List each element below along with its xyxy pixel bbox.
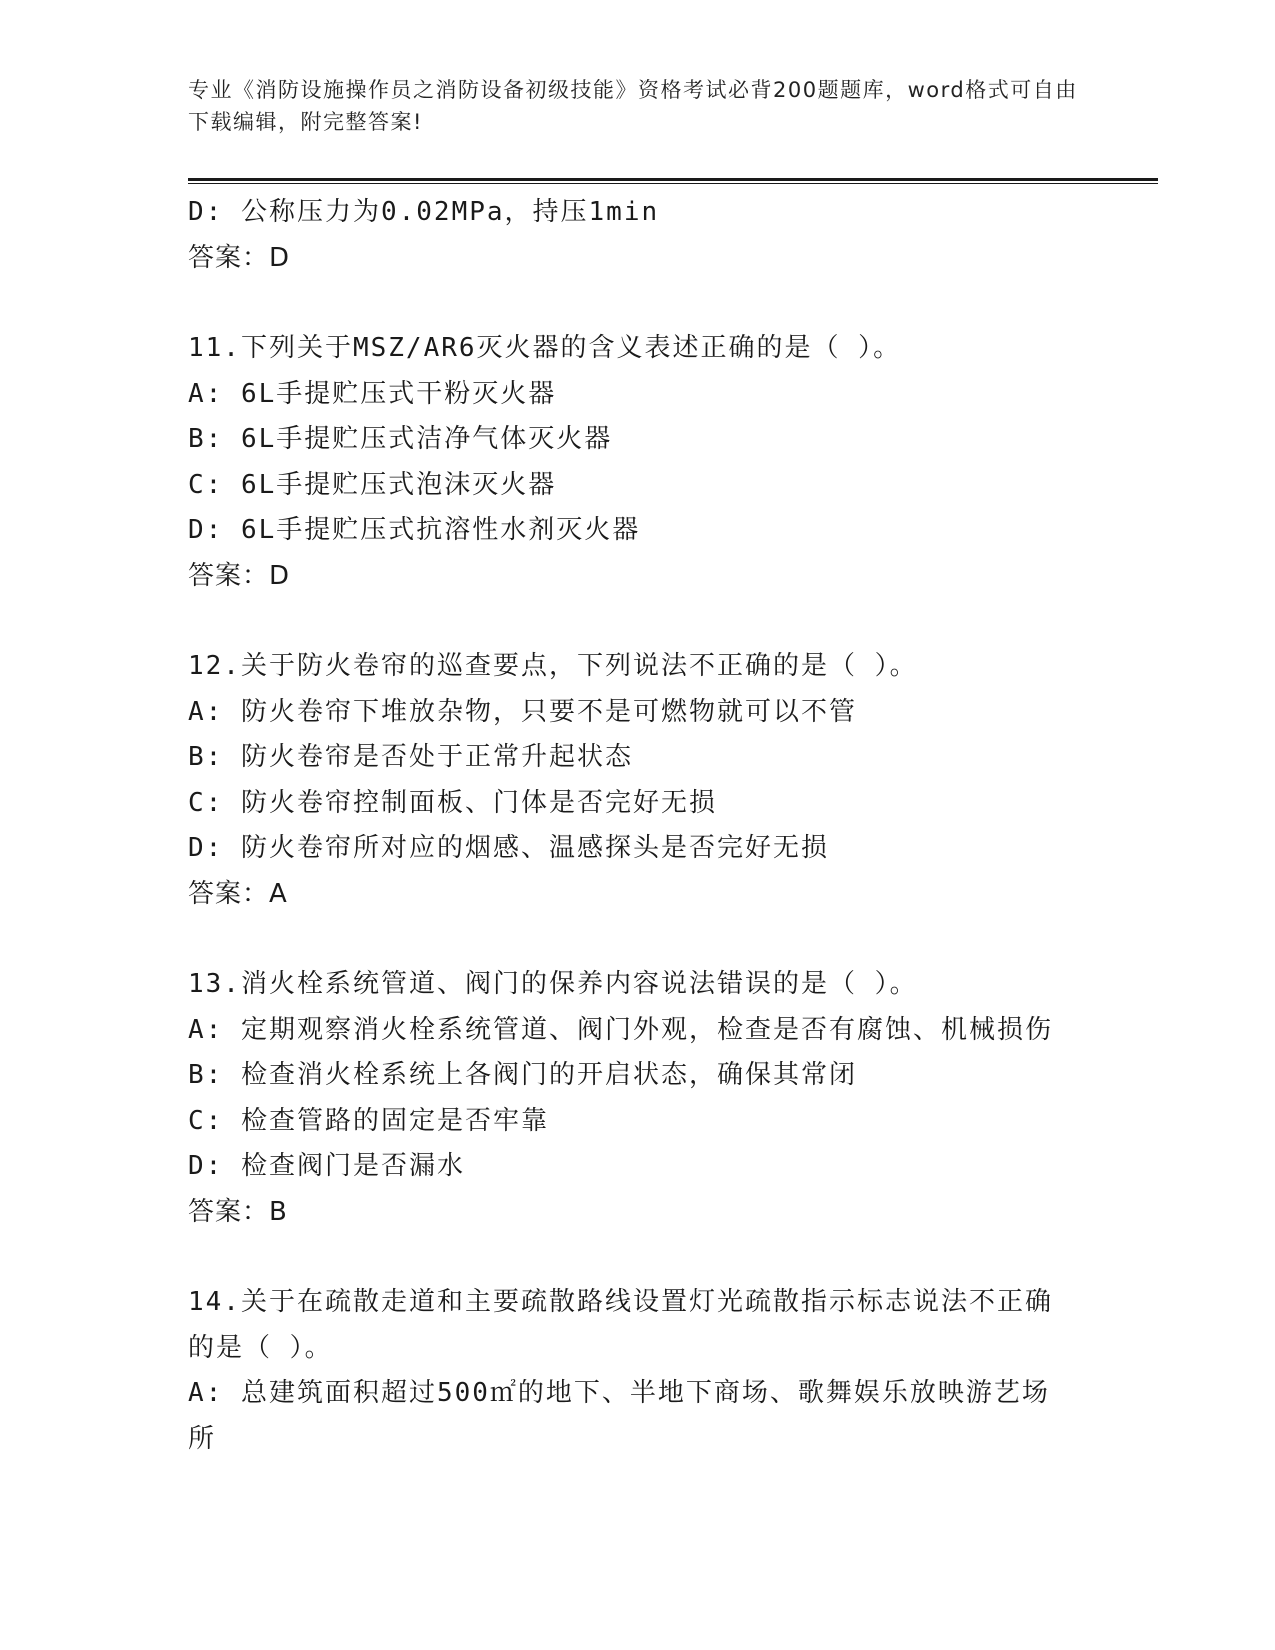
question-block (188, 190, 1088, 281)
option-line: C: 6L手提贮压式泡沫灭火器 (188, 469, 557, 500)
option-line: A: 定期观察消火栓系统管道、阀门外观，检查是否有腐蚀、机械损伤 (188, 1014, 1053, 1045)
question-block (188, 962, 1088, 1235)
answer-line: 答案：B (188, 1196, 288, 1227)
block-gap (188, 281, 1088, 326)
question-block (188, 326, 1088, 599)
question-stem: 12.关于防火卷帘的巡查要点，下列说法不正确的是（ ）。 (188, 651, 918, 681)
answer-line: 答案：A (188, 878, 288, 909)
option-line-continuation: 所 (188, 1423, 217, 1454)
option-line: B: 6L手提贮压式洁净气体灭火器 (188, 424, 613, 454)
question-block (188, 1280, 1088, 1462)
header-divider (188, 178, 1158, 184)
block-gap (188, 917, 1088, 962)
option-line: C: 防火卷帘控制面板、门体是否完好无损 (188, 787, 717, 818)
question-stem-continuation: 的是（ ）。 (188, 1332, 333, 1363)
option-line: D: 防火卷帘所对应的烟感、温感探头是否完好无损 (188, 833, 829, 863)
option-line: A: 防火卷帘下堆放杂物，只要不是可燃物就可以不管 (188, 696, 857, 727)
page-header (188, 74, 1088, 138)
question-stem: 13.消火栓系统管道、阀门的保养内容说法错误的是（ ）。 (188, 969, 918, 999)
option-line: B: 防火卷帘是否处于正常升起状态 (188, 742, 633, 772)
option-line: D: 检查阀门是否漏水 (188, 1151, 465, 1181)
question-stem: 14.关于在疏散走道和主要疏散路线设置灯光疏散指示标志说法不正确 (188, 1287, 1053, 1317)
block-gap (188, 599, 1088, 644)
document-body (188, 190, 1088, 1462)
option-line: B: 检查消火栓系统上各阀门的开启状态，确保其常闭 (188, 1060, 857, 1090)
page-header-text: 专业《消防设施操作员之消防设备初级技能》资格考试必背200题题库，word格式可自由下载编辑，附完整答案! (188, 78, 1078, 134)
option-line: D: 6L手提贮压式抗溶性水剂灭火器 (188, 515, 641, 545)
question-stem: 11.下列关于MSZ/AR6灭火器的含义表述正确的是（ ）。 (188, 333, 902, 363)
option-line: A: 6L手提贮压式干粉灭火器 (188, 378, 557, 409)
answer-line: 答案：D (188, 242, 291, 273)
option-line: D: 公称压力为0.02MPa，持压1min (188, 197, 660, 227)
answer-line: 答案：D (188, 560, 291, 591)
option-line: A: 总建筑面积超过500㎡的地下、半地下商场、歌舞娱乐放映游艺场 (188, 1378, 1050, 1408)
block-gap (188, 1235, 1088, 1280)
question-block (188, 644, 1088, 917)
option-line: C: 检查管路的固定是否牢靠 (188, 1105, 549, 1136)
